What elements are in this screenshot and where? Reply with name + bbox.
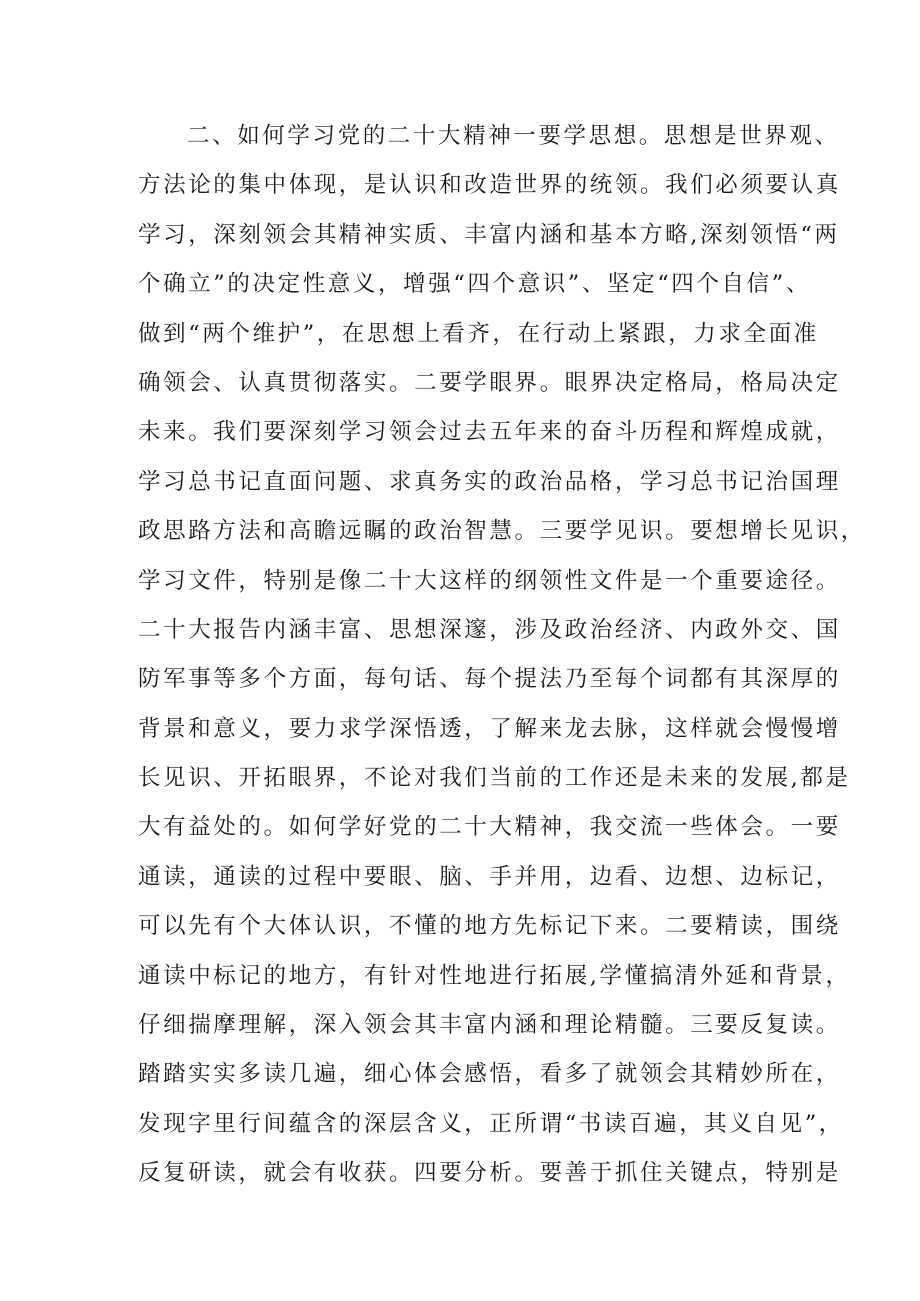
text-line-9: 政思路方法和高瞻远瞩的政治智慧。三要学见识。要想增长见识， <box>138 518 866 545</box>
text-line-13: 背景和意义，要力求学深悟透，了解来龙去脉，这样就会慢慢增 <box>138 715 841 742</box>
text-line-18: 通读中标记的地方，有针对性地进行拓展,学懂搞清外延和背景， <box>138 962 851 989</box>
text-line-22: 反复研读，就会有收获。四要分析。要善于抓住关键点，特别是 <box>138 1160 841 1187</box>
text-line-17: 可以先有个大体认识，不懂的地方先标记下来。二要精读，围绕 <box>138 913 841 940</box>
text-line-5: 做到“两个维护”，在思想上看齐，在行动上紧跟，力求全面准 <box>138 320 819 347</box>
text-line-3: 学习，深刻领会其精神实质、丰富内涵和基本方略,深刻领悟“两 <box>138 221 840 248</box>
text-line-11: 二十大报告内涵丰富、思想深邃，涉及政治经济、内政外交、国 <box>138 616 841 643</box>
text-line-16: 通读，通读的过程中要眼、脑、手并用，边看、边想、边标记， <box>138 863 841 890</box>
text-line-1: 二、如何学习党的二十大精神一要学思想。思想是世界观、 <box>187 123 840 149</box>
text-line-21: 发现字里行间蕴含的深层含义，正所谓“书读百遍，其义自见”， <box>138 1110 844 1137</box>
text-line-7: 未来。我们要深刻学习领会过去五年来的奋斗历程和辉煌成就， <box>138 419 841 446</box>
text-line-15: 大有益处的。如何学好党的二十大精神，我交流一些体会。一要 <box>138 814 841 841</box>
text-line-4: 个确立”的决定性意义，增强“四个意识”、坚定“四个自信”、 <box>138 271 811 298</box>
text-line-19: 仔细揣摩理解，深入领会其丰富内涵和理论精髓。三要反复读。 <box>138 1012 841 1039</box>
body-text <box>138 112 866 1199</box>
text-line-6: 确领会、认真贯彻落实。二要学眼界。眼界决定格局，格局决定 <box>138 369 841 396</box>
text-line-8: 学习总书记直面问题、求真务实的政治品格，学习总书记治国理 <box>138 468 841 495</box>
text-line-12: 防军事等多个方面，每句话、每个提法乃至每个词都有其深厚的 <box>138 666 841 693</box>
text-line-14: 长见识、开拓眼界，不论对我们当前的工作还是未来的发展,都是 <box>138 765 851 792</box>
text-line-20: 踏踏实实多读几遍，细心体会感悟，看多了就领会其精妙所在， <box>138 1061 841 1088</box>
text-line-2: 方法论的集中体现，是认识和改造世界的统领。我们必须要认真 <box>138 172 841 199</box>
text-line-10: 学习文件，特别是像二十大这样的纲领性文件是一个重要途径。 <box>138 567 841 594</box>
